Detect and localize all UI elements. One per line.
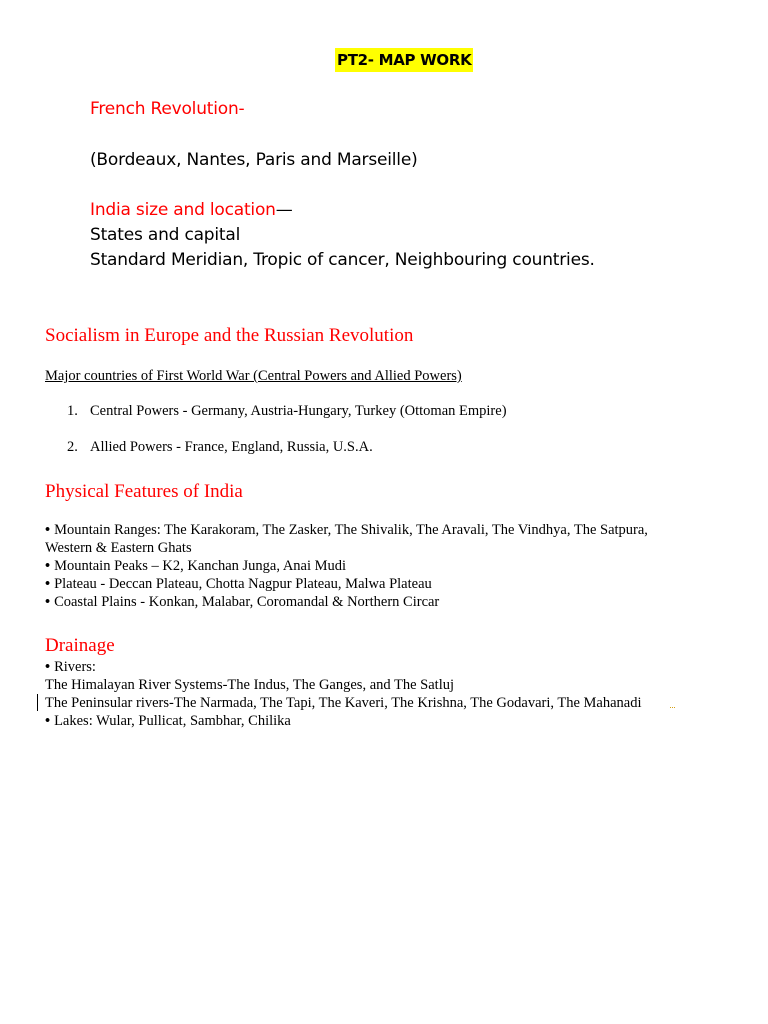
list-item: Mountain Ranges: The Karakoram, The Zasker, The Shivalik, The Aravali, The Vindhya, The Satpura, bbox=[54, 522, 648, 538]
grammar-mark bbox=[670, 707, 675, 708]
list-item: Plateau - Deccan Plateau, Chotta Nagpur Plateau, Malwa Plateau bbox=[54, 576, 432, 592]
drainage-heading: Drainage bbox=[45, 635, 115, 656]
india-size-heading: India size and location bbox=[90, 200, 276, 220]
bullet-rivers bbox=[45, 658, 96, 676]
list-item-number: 2. bbox=[67, 439, 78, 455]
page-title: PT2- MAP WORK bbox=[335, 48, 473, 72]
socialism-subheading: Major countries of First World War (Central Powers and Allied Powers) bbox=[45, 368, 462, 384]
text-cursor bbox=[37, 694, 38, 711]
heading-dash: — bbox=[275, 200, 293, 220]
list-item-number: 1. bbox=[67, 403, 78, 419]
bullet-icon: • bbox=[45, 713, 51, 729]
bullet-mountain-peaks bbox=[45, 557, 346, 575]
list-item: Allied Powers - France, England, Russia, U.S.A. bbox=[90, 439, 373, 455]
india-size-heading-line bbox=[90, 200, 293, 220]
list-item: Mountain Peaks – K2, Kanchan Junga, Anai Mudi bbox=[54, 558, 347, 574]
bullet-mountain-ranges bbox=[45, 521, 648, 539]
french-revolution-heading: French Revolution- bbox=[90, 99, 245, 119]
bullet-coastal-plains bbox=[45, 593, 439, 611]
list-item: Lakes: Wular, Pullicat, Sambhar, Chilika bbox=[54, 713, 291, 729]
bullet-icon: • bbox=[45, 659, 51, 675]
french-revolution-places: (Bordeaux, Nantes, Paris and Marseille) bbox=[90, 150, 418, 170]
list-item: Coastal Plains - Konkan, Malabar, Coromandal & Northern Circar bbox=[54, 594, 440, 610]
india-states-line: States and capital bbox=[90, 225, 241, 245]
bullet-icon: • bbox=[45, 522, 51, 538]
peninsular-rivers-line: The Peninsular rivers-The Narmada, The Tapi, The Kaveri, The Krishna, The Godavari, The Mahanadi bbox=[45, 695, 642, 711]
socialism-heading: Socialism in Europe and the Russian Revolution bbox=[45, 325, 414, 346]
himalayan-rivers-line: The Himalayan River Systems-The Indus, The Ganges, and The Satluj bbox=[45, 677, 455, 693]
bullet-plateau bbox=[45, 575, 432, 593]
bullet-icon: • bbox=[45, 576, 51, 592]
list-item: Rivers: bbox=[54, 659, 96, 675]
list-item: Central Powers - Germany, Austria-Hungary, Turkey (Ottoman Empire) bbox=[90, 403, 507, 419]
bullet-icon: • bbox=[45, 594, 51, 610]
physical-features-heading: Physical Features of India bbox=[45, 481, 243, 502]
bullet-icon: • bbox=[45, 558, 51, 574]
bullet-lakes bbox=[45, 712, 291, 730]
list-item-continuation: Western & Eastern Ghats bbox=[45, 540, 192, 556]
india-meridian-line: Standard Meridian, Tropic of cancer, Neighbouring countries. bbox=[90, 250, 595, 270]
